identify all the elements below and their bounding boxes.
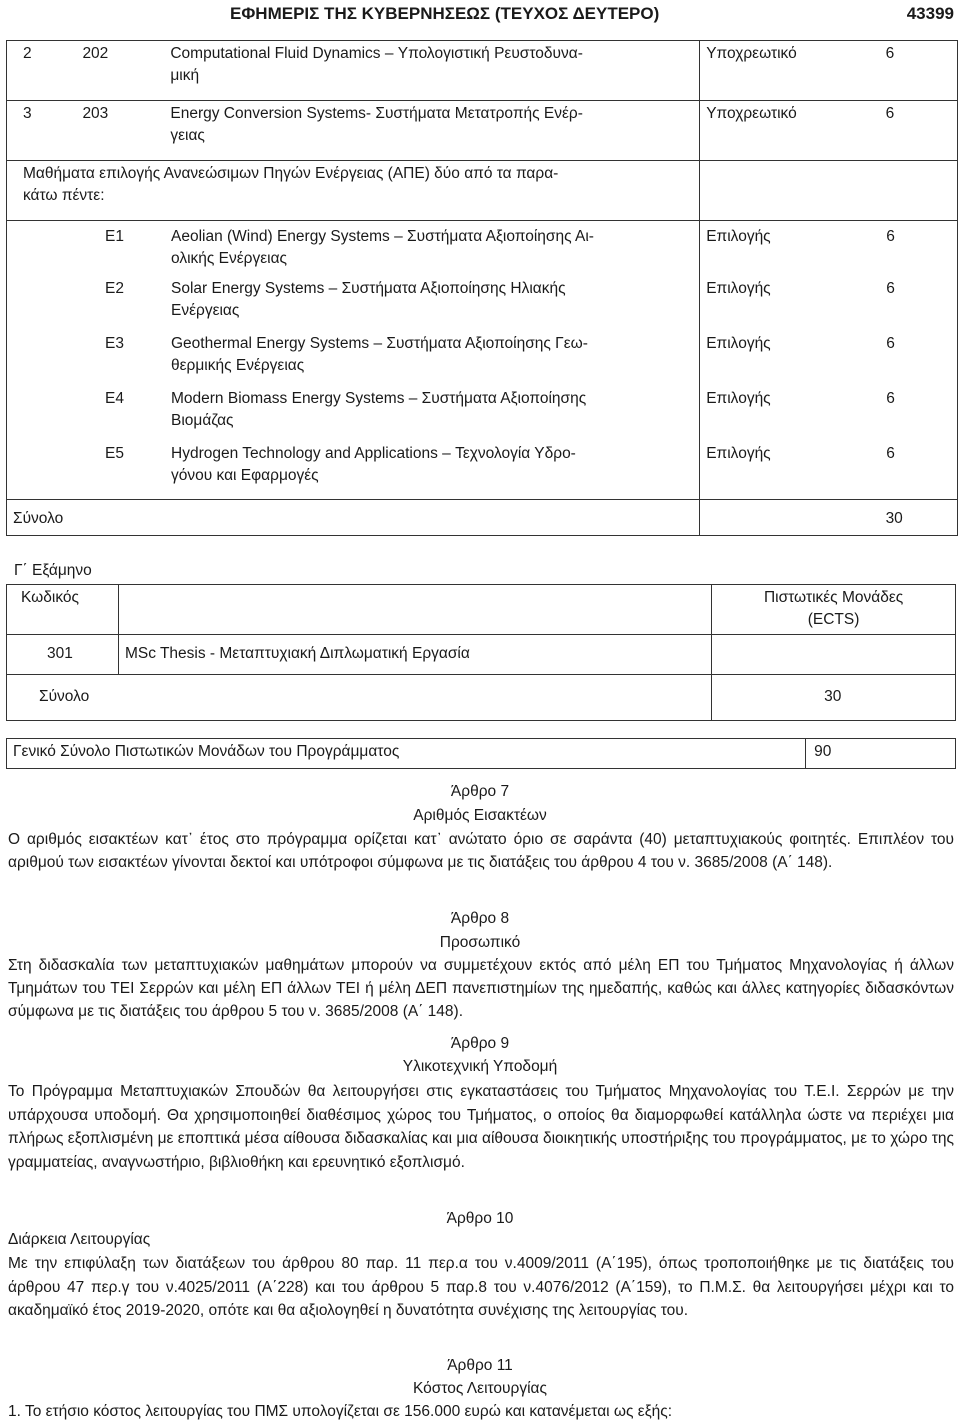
table-row <box>7 41 958 101</box>
elective-intro-row <box>7 161 958 221</box>
electives-types: Επιλογής 6 Επιλογής 6 Επιλογής 6 Επιλογής 6 Επιλογής 6 <box>706 228 895 462</box>
art8-text: Στη διδασκαλία των μεταπτυχιακών μαθημάτων μπορούν να συμμετέχουν εκτός από μέλη ΕΠ του Τμήματος Μηχανολογίας ή άλλων Τμημάτων του ΤΕΙ Σερρών και μέλη ΕΠ άλλων ΤΕΙ ή μέλη ΔΕΠ πανεπιστημίων της ημεδαπής, καθώς και άλλες κατηγορίες διδασκόντων σύμφωνα με τις διατάξεις του άρθρου 5 του ν. 3685/2008 (Α΄ 148). <box>8 957 954 1020</box>
total-value: 30 <box>880 500 958 536</box>
art7-subtitle: Αριθμός Εισακτέων <box>413 807 547 824</box>
art8-subtitle: Προσωπικό <box>439 934 521 951</box>
course-ects: 6 <box>880 41 958 101</box>
course-title: MSc Thesis - Μεταπτυχιακή Διπλωματική Εργασία <box>118 635 711 675</box>
course-code: 301 <box>7 635 119 675</box>
semester3-table <box>6 584 956 721</box>
col-code: Κωδικός <box>7 585 119 635</box>
course-title: Computational Fluid Dynamics – Υπολογιστική Ρευστοδυνα- μική <box>164 41 699 101</box>
course-ects: 6 <box>880 101 958 161</box>
electives-table <box>7 221 699 499</box>
total-row <box>7 500 958 536</box>
course-type: Υποχρεωτικό <box>700 41 880 101</box>
electives-row <box>7 221 958 500</box>
page-header <box>0 0 960 28</box>
table-row: Ε3 Geothermal Energy Systems – Συστήματα Αξιοποίησης Γεω- θερμικής Ενέργειας <box>105 335 588 374</box>
grand-total-value: 90 <box>806 739 956 769</box>
art7-text: Ο αριθμός εισακτέων κατ᾽ έτος στο πρόγραμμα ορίζεται κατ᾽ ανώτατο όριο σε σαράντα (40) μεταπτυχιακούς φοιτητές. Επιπλέον του αριθμού των εισακτέων γίνονται δεκτοί και υπότροφοι σύμφωνα με τις διατάξεις του άρθρου 4 του ν. 3685/2008 (Α΄ 148). <box>8 831 954 871</box>
course-title: Energy Conversion Systems- Συστήματα Μετατροπής Ενέρ- γειας <box>164 101 699 161</box>
row-number: 3 <box>7 101 77 161</box>
page-number: 43399 <box>906 4 954 23</box>
gazette-title: ΕΦΗΜΕΡΙΣ ΤΗΣ ΚΥΒΕΡΝΗΣΕΩΣ (ΤΕΥΧΟΣ ΔΕΥΤΕΡΟ) <box>230 4 660 23</box>
grand-total-row <box>7 739 956 769</box>
art7-title: Άρθρο 7 <box>450 783 510 800</box>
table-header-row <box>7 585 956 635</box>
art9-subtitle: Υλικοτεχνική Υποδομή <box>402 1058 558 1075</box>
courses-table <box>6 40 958 536</box>
table-row: Ε5 Hydrogen Technology and Applications – Τεχνολογία Υδρο- γόνου και Εφαρμογές <box>105 445 576 484</box>
total-label: Σύνολο <box>7 500 165 536</box>
course-code: 202 <box>76 41 164 101</box>
art11-subtitle: Κόστος Λειτουργίας <box>413 1380 547 1397</box>
row-number: 2 <box>7 41 77 101</box>
table-row <box>7 101 958 161</box>
art11-text: 1. Το ετήσιο κόστος λειτουργίας του ΠΜΣ υπολογίζεται σε 156.000 ευρώ και κατανέμεται ως εξής: <box>8 1403 673 1420</box>
grand-total-table <box>6 738 956 769</box>
course-code: 203 <box>76 101 164 161</box>
art10-title: Άρθρο 10 <box>446 1210 514 1227</box>
table-row <box>7 635 956 675</box>
grand-total-label: Γενικό Σύνολο Πιστωτικών Μονάδων του Προγράμματος <box>7 739 806 769</box>
elective-intro: Μαθήματα επιλογής Ανανεώσιμων Πηγών Ενέργειας (ΑΠΕ) δύο από τα παρα- κάτω πέντε: <box>7 161 700 221</box>
semester-heading: Γ΄ Εξάμηνο <box>14 562 92 579</box>
table-row: Ε4 Modern Biomass Energy Systems – Συστήματα Αξιοποίησης Βιομάζας <box>105 390 587 429</box>
col-ects: Πιστωτικές Μονάδες (ECTS) <box>712 585 956 635</box>
art9-title: Άρθρο 9 <box>450 1035 510 1052</box>
table-row: Ε1 Aeolian (Wind) Energy Systems – Συστήματα Αξιοποίησης Αι- ολικής Ενέργειας <box>105 228 594 267</box>
total-row <box>7 675 956 721</box>
total-value: 30 <box>712 675 956 721</box>
art10-subtitle: Διάρκεια Λειτουργίας <box>8 1231 151 1248</box>
total-label: Σύνολο <box>7 675 712 721</box>
table-row: Ε2 Solar Energy Systems – Συστήματα Αξιοποίησης Ηλιακής Ενέργειας <box>105 280 566 319</box>
art11-title: Άρθρο 11 <box>447 1357 513 1374</box>
art8-title: Άρθρο 8 <box>450 910 510 927</box>
course-type: Υποχρεωτικό <box>700 101 880 161</box>
art9-text: Το Πρόγραμμα Μεταπτυχιακών Σπουδών θα λειτουργήσει στις εγκαταστάσεις του Τμήματος Μηχανολογίας του Τ.Ε.Ι. Σερρών με την υπάρχουσα υποδομή. Θα χρησιμοποιηθεί διαθέσιμος χώρος του Τμήματος, ο οποίος θα διαμορφωθεί κατάλληλα ώστε να περιέχει μια πλήρως εξοπλισμένη με εποπτικά μέσα αίθουσα διδασκαλίας και μια αίθουσα διοικητικής υποστήριξης του προγράμματος, με το χώρο της γραμματείας, αναγνωστήριο, βιβλιοθήκη και ερευνητικό εξοπλισμό. <box>8 1083 954 1171</box>
art10-text: Με την επιφύλαξη των διατάξεων του άρθρου 80 παρ. 11 περ.α του ν.4009/2011 (Α΄195), όπως τροποποιήθηκε με τις διατάξεις του άρθρου 47 περ.γ του ν.4025/2011 (Α΄228) και του άρθρου 5 παρ.8 του ν.4076/2012 (Α΄159), το Π.Μ.Σ. θα λειτουργήσει μέχρι και το ακαδημαϊκό έτος 2019-2020, οπότε και θα αξιολογηθεί η δυνατότητα συνέχισης της λειτουργίας του. <box>8 1255 954 1319</box>
